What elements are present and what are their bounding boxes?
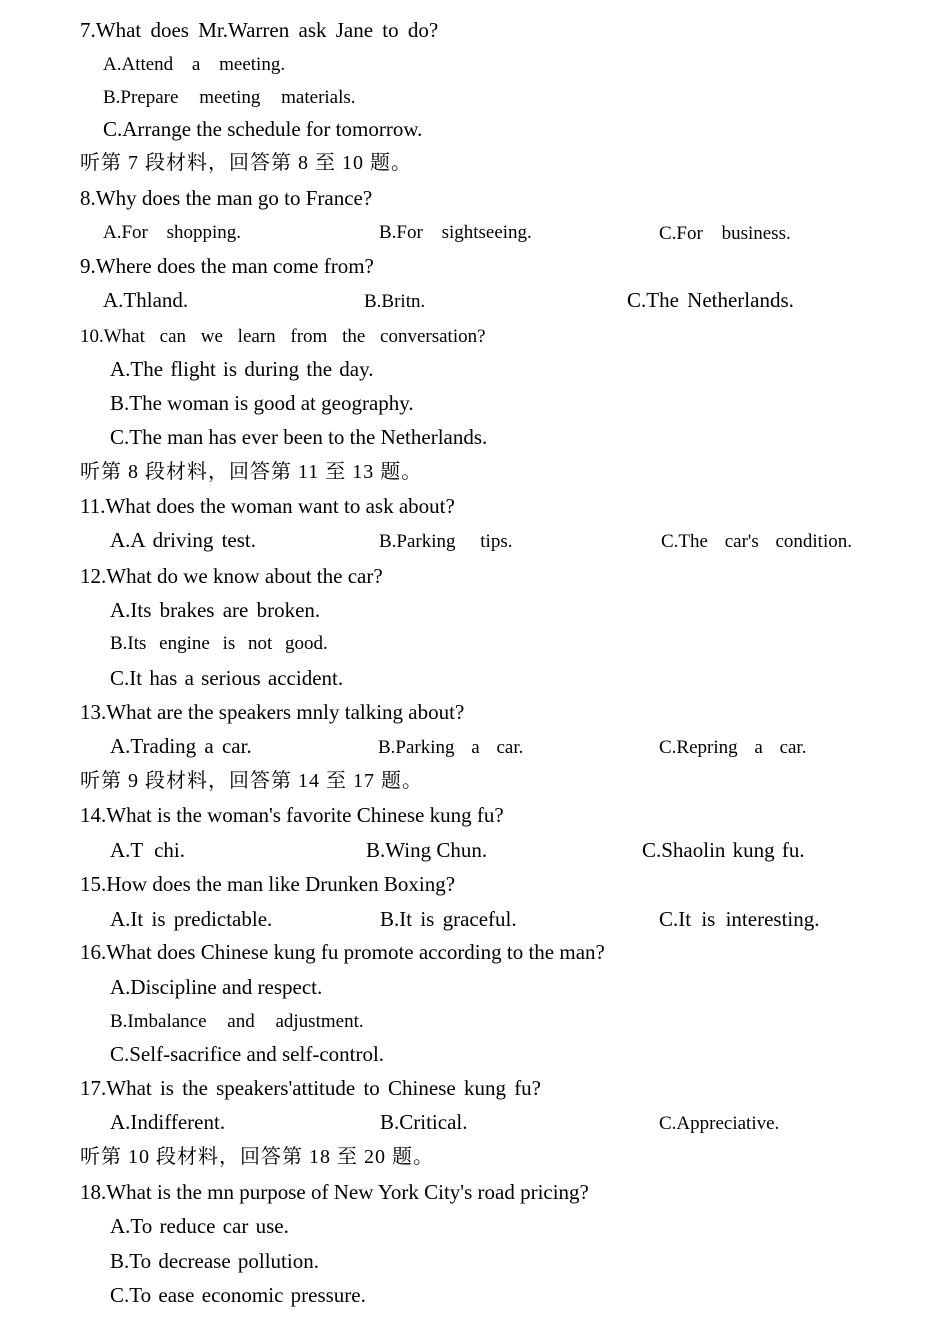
section-heading-9: 听第 9 段材料，回答第 14 至 17 题。	[80, 770, 423, 792]
question-10-stem: 10.What can we learn from the conversation?	[80, 326, 486, 347]
question-17-option-a: A.Indifferent.	[110, 1110, 226, 1134]
question-12-option-b: B.Its engine is not good.	[110, 633, 328, 654]
question-9-option-b: B.Britn.	[364, 291, 426, 312]
question-11-option-c: C.The car's condition.	[661, 531, 852, 552]
question-15-stem: 15.How does the man like Drunken Boxing?	[80, 872, 456, 896]
question-10-option-b: B.The woman is good at geography.	[110, 391, 414, 415]
question-7-stem: 7.What does Mr.Warren ask Jane to do?	[80, 18, 439, 42]
question-7-option-a: A.Attend a meeting.	[103, 54, 286, 75]
question-18-option-c: C.To ease economic pressure.	[110, 1283, 366, 1307]
question-16-stem: 16.What does Chinese kung fu promote according to the man?	[80, 940, 605, 964]
section-heading-10: 听第 10 段材料，回答第 18 至 20 题。	[80, 1146, 434, 1168]
question-12-stem: 12.What do we know about the car?	[80, 564, 383, 588]
question-11-stem: 11.What does the woman want to ask about?	[80, 494, 455, 518]
question-9-option-a: A.Thland.	[103, 288, 189, 312]
question-14-stem: 14.What is the woman's favorite Chinese kung fu?	[80, 803, 504, 827]
question-15-option-b: B.It is graceful.	[380, 907, 517, 931]
question-12-option-a: A.Its brakes are broken.	[110, 598, 321, 622]
question-18-stem: 18.What is the mn purpose of New York City's road pricing?	[80, 1180, 589, 1204]
question-8-option-a: A.For shopping.	[103, 222, 242, 243]
question-15-option-c: C.It is interesting.	[659, 907, 820, 931]
question-16-option-a: A.Discipline and respect.	[110, 975, 323, 999]
question-8-option-b: B.For sightseeing.	[379, 222, 532, 243]
question-14-option-b: B.Wing Chun.	[366, 838, 488, 862]
question-14-option-c: C.Shaolin kung fu.	[642, 838, 805, 862]
question-13-option-a: A.Trading a car.	[110, 734, 252, 758]
question-8-stem: 8.Why does the man go to France?	[80, 186, 373, 210]
question-9-stem: 9.Where does the man come from?	[80, 254, 374, 278]
question-13-option-c: C.Repring a car.	[659, 737, 807, 758]
section-heading-7: 听第 7 段材料，回答第 8 至 10 题。	[80, 152, 412, 174]
section-heading-8: 听第 8 段材料，回答第 11 至 13 题。	[80, 461, 423, 483]
question-15-option-a: A.It is predictable.	[110, 907, 273, 931]
question-17-option-b: B.Critical.	[380, 1110, 468, 1134]
question-8-option-c: C.For business.	[659, 223, 791, 244]
question-18-option-a: A.To reduce car use.	[110, 1214, 289, 1238]
question-12-option-c: C.It has a serious accident.	[110, 666, 344, 690]
question-16-option-b: B.Imbalance and adjustment.	[110, 1011, 364, 1032]
question-17-option-c: C.Appreciative.	[659, 1113, 780, 1134]
question-17-stem: 17.What is the speakers'attitude to Chinese kung fu?	[80, 1076, 542, 1100]
question-14-option-a: A.T chi.	[110, 838, 186, 862]
question-9-option-c: C.The Netherlands.	[627, 288, 794, 312]
question-10-option-a: A.The flight is during the day.	[110, 357, 374, 381]
question-7-option-b: B.Prepare meeting materials.	[103, 87, 356, 108]
question-16-option-c: C.Self-sacrifice and self-control.	[110, 1042, 385, 1066]
question-18-option-b: B.To decrease pollution.	[110, 1249, 319, 1273]
question-13-stem: 13.What are the speakers mnly talking about?	[80, 700, 465, 724]
question-7-option-c: C.Arrange the schedule for tomorrow.	[103, 117, 423, 141]
question-11-option-b: B.Parking tips.	[379, 531, 513, 552]
question-10-option-c: C.The man has ever been to the Netherlands.	[110, 425, 488, 449]
question-13-option-b: B.Parking a car.	[378, 737, 524, 758]
question-11-option-a: A.A driving test.	[110, 528, 256, 552]
